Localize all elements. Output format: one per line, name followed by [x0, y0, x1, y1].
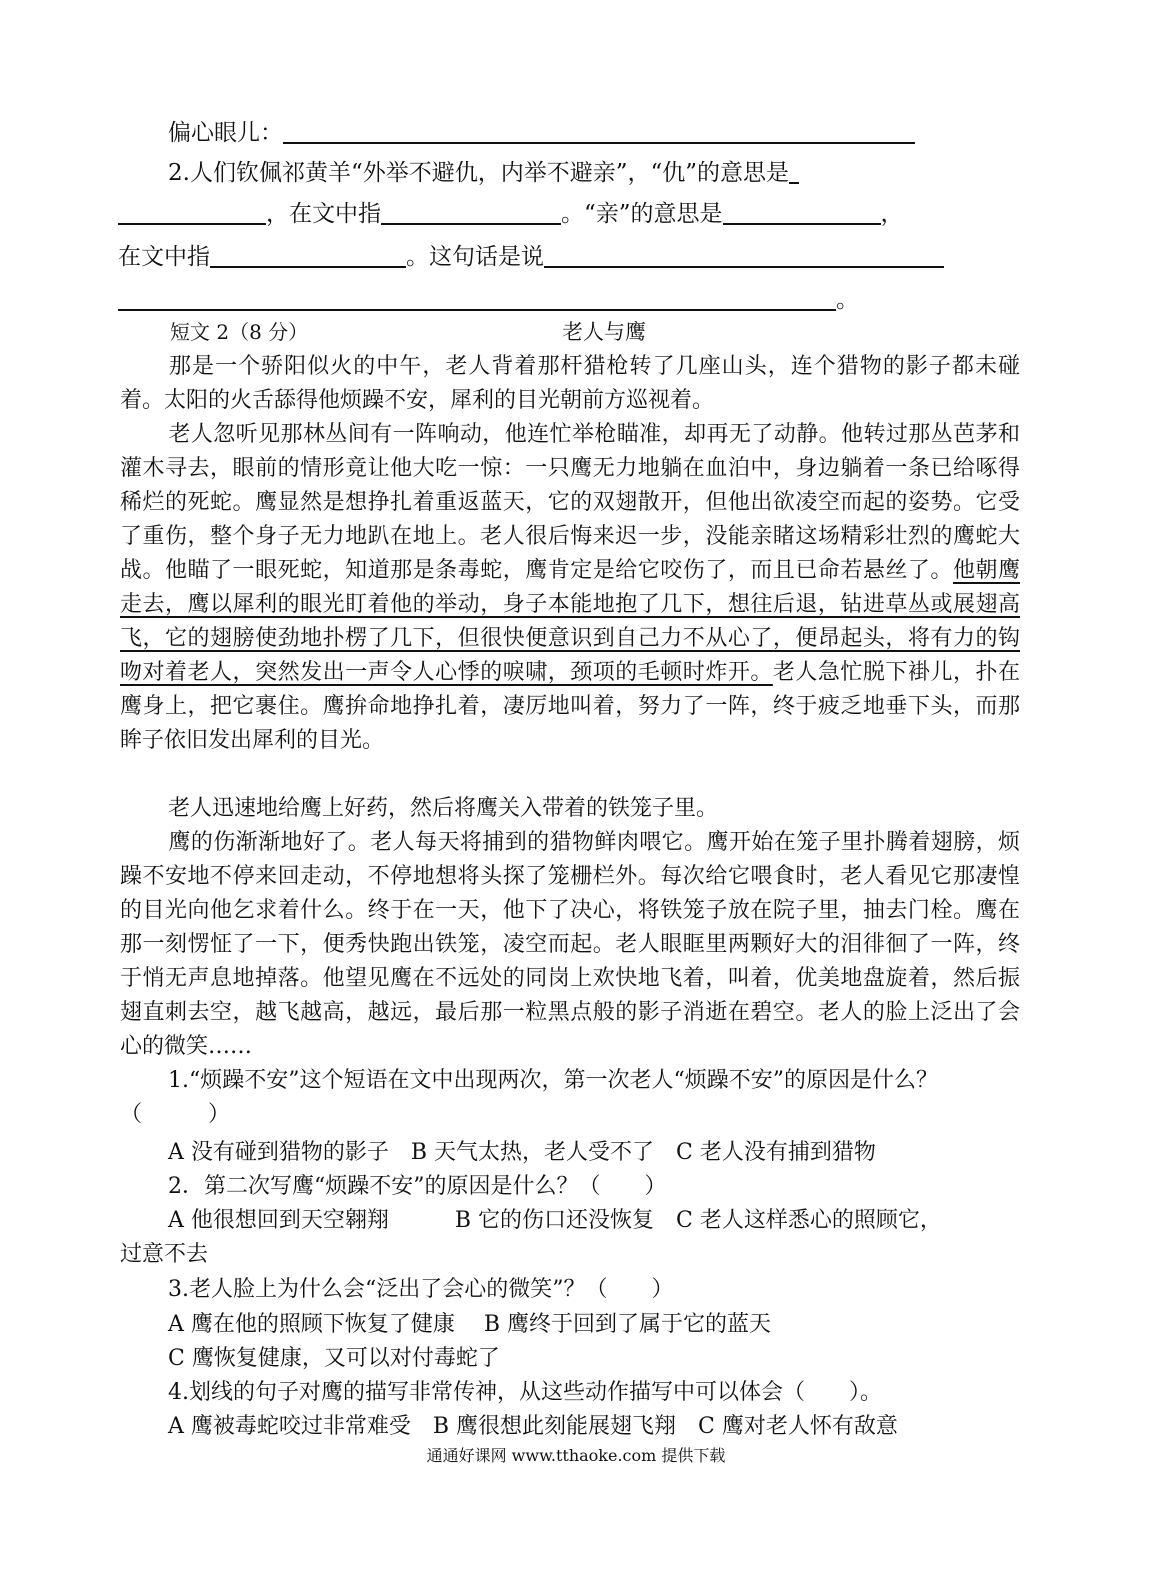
q2-end: 。 — [836, 287, 859, 313]
answer-blank[interactable] — [381, 199, 561, 225]
question-3-options-line-2[interactable]: C 鹰恢复健康，又可以对付毒蛇了 — [168, 1346, 500, 1371]
passage-title: 老人与鹰 — [562, 320, 646, 344]
question-3: 3.老人脸上为什么会“泛出了会心的微笑”？（ ） — [168, 1277, 674, 1302]
bias-line — [168, 118, 915, 148]
answer-blank[interactable] — [210, 242, 406, 268]
question-4: 4.划线的句子对鹰的描写非常传神，从这些动作描写中可以体会（ ）。 — [168, 1380, 882, 1405]
paragraph-2 — [120, 418, 1020, 758]
answer-blank[interactable] — [118, 199, 266, 225]
question-1 — [120, 1064, 1020, 1132]
question-3-options-line-1[interactable]: A 鹰在他的照顾下恢复了健康 B 鹰终于回到了属于它的蓝天 — [168, 1312, 772, 1337]
question-2-options-line-2[interactable]: 过意不去 — [120, 1242, 209, 1267]
q2-line-4 — [118, 285, 859, 315]
paragraph-3-text: 老人迅速地给鹰上好药，然后将鹰关入带着的铁笼子里。 — [168, 796, 719, 821]
q2-text-6: 。这句话是说 — [406, 244, 544, 270]
q2-text-1: 2.人们钦佩祁黄羊“外举不避仇，内举不避亲”，“仇”的意思是 — [168, 160, 789, 186]
question-4-options[interactable]: A 鹰被毒蛇咬过非常难受 B 鹰很想此刻能展翅飞翔 C 鹰对老人怀有敌意 — [168, 1414, 898, 1439]
question-2: 2．第二次写鹰“烦躁不安”的原因是什么？（ ） — [168, 1174, 667, 1199]
question-1-text: 1.“烦躁不安”这个短语在文中出现两次，第一次老人“烦躁不安”的原因是什么？（ ） — [120, 1068, 938, 1127]
question-2-options-line-1[interactable]: A 他很想回到天空翱翔 B 它的伤口还没恢复 C 老人这样悉心的照顾它， — [168, 1208, 942, 1233]
answer-blank[interactable] — [544, 242, 944, 268]
answer-blank[interactable] — [283, 118, 915, 144]
q2-text-4: ， — [880, 201, 904, 227]
paragraph-1 — [120, 350, 1020, 418]
question-1-options[interactable]: A 没有碰到猎物的影子 B 天气太热，老人受不了 C 老人没有捕到猎物 — [168, 1140, 876, 1165]
q2-line-3 — [118, 242, 944, 272]
paragraph-1-text: 那是一个骄阳似火的中午，老人背着那杆猎枪转了几座山头，连个猎物的影子都未碰着。太阳的火舌舔得他烦躁不安，犀利的目光朝前方巡视着。 — [120, 354, 1020, 413]
q2-text-2: ，在文中指 — [266, 201, 381, 227]
paragraph-2-text: 老人忽听见那林丛间有一阵响动，他连忙举枪瞄准，却再无了动静。他转过那丛芭茅和灌木寻去，眼前的情形竟让他大吃一惊：一只鹰无力地躺在血泊中，身边躺着一条已给啄得稀烂的死蛇。鹰显然是想挣扎着重返蓝天，它的双翅散开，但他出欲凌空而起的姿势。它受了重伤，整个身子无力地趴在地上。老人很后悔来迟一步，没能亲睹这场精彩壮烈的鹰蛇大战。他瞄了一眼死蛇，知道那是条毒蛇，鹰肯定是给它咬伤了，而且已命若悬丝了。 — [120, 422, 1020, 583]
answer-blank[interactable] — [723, 199, 881, 225]
passage-label: 短文 2（8 分） — [170, 320, 309, 344]
paragraph-4-text: 鹰的伤渐渐地好了。老人每天将捕到的猎物鲜肉喂它。鹰开始在笼子里扑腾着翅膀，烦躁不安地不停来回走动，不停地想将头探了笼栅栏外。每次给它喂食时，老人看见它那凄惶的目光向他乞求着什么。终于在一天，他下了决心，将铁笼子放在院子里，抽去门栓。鹰在那一刻愣怔了一下，便秀快跑出铁笼，凌空而起。老人眼眶里两颗好大的泪徘徊了一阵，终于悄无声息地掉落。他望见鹰在不远处的同岗上欢快地飞着，叫着，优美地盘旋着，然后振翅直刺去空，越飞越高，越远，最后那一粒黑点般的影子消逝在碧空。老人的脸上泛出了会心的微笑…… — [120, 830, 1020, 1059]
paragraph-4 — [120, 826, 1020, 1064]
paragraph-3 — [120, 792, 1020, 826]
answer-blank[interactable] — [789, 158, 799, 184]
q2-text-5: 在文中指 — [118, 244, 210, 270]
q2-line-1 — [168, 158, 799, 188]
bias-label: 偏心眼儿： — [168, 120, 283, 146]
paragraph-2-text-end: 老人急忙脱下褂儿，扑在鹰身上，把它裹住。鹰拚命地挣扎着，凄厉地叫着，努力了一阵，终于疲乏地垂下头，而那眸子依旧发出犀利的目光。 — [120, 660, 1020, 753]
answer-blank[interactable] — [118, 285, 836, 311]
page-footer: 通通好课网 www.tthaoke.com 提供下载 — [426, 1446, 726, 1465]
q2-text-3: 。“亲”的意思是 — [561, 201, 723, 227]
underlined-sentence: 他朝鹰走去，鹰以犀利的眼光盯着他的举动，身子本能地抱了几下，想往后退，钻进草丛或展翅高飞，它的翅膀使劲地扑楞了几下，但很快便意识到自己力不从心了，便昂起头，将有力的钩吻对着老人，突然发出一声令人心悸的唳啸，颈项的毛顿时炸开。 — [120, 558, 1020, 685]
q2-line-2 — [118, 199, 904, 229]
